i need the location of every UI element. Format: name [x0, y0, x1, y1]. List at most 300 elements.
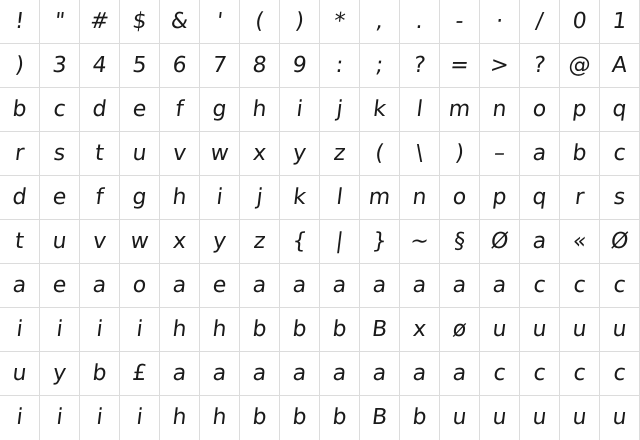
glyph-character: a [171, 272, 188, 298]
glyph-character: a [451, 360, 468, 386]
glyph-cell [40, 0, 80, 44]
glyph-cell [440, 44, 480, 88]
glyph-cell [80, 132, 120, 176]
glyph-character: b [251, 405, 269, 430]
glyph-cell [240, 176, 280, 220]
glyph-cell [520, 220, 560, 264]
glyph-cell [440, 88, 480, 132]
glyph-cell [0, 396, 40, 440]
glyph-character: i [214, 184, 225, 210]
glyph-cell [40, 352, 80, 396]
glyph-cell [80, 308, 120, 352]
glyph-character: ~ [408, 228, 431, 254]
glyph-cell [400, 220, 440, 264]
glyph-cell [240, 396, 280, 440]
glyph-character: { [291, 228, 309, 254]
glyph-cell [560, 396, 600, 440]
glyph-cell [600, 0, 640, 44]
glyph-cell [120, 396, 160, 440]
glyph-character: h [171, 316, 189, 342]
glyph-character: ( [253, 8, 266, 34]
glyph-character: @ [567, 52, 593, 78]
glyph-cell [280, 308, 320, 352]
glyph-cell [560, 352, 600, 396]
glyph-cell [480, 44, 520, 88]
glyph-cell [40, 132, 80, 176]
glyph-cell [80, 220, 120, 264]
glyph-cell [0, 220, 40, 264]
glyph-character: , [374, 8, 385, 34]
glyph-cell [600, 132, 640, 176]
glyph-cell [200, 352, 240, 396]
glyph-character: c [531, 360, 548, 386]
glyph-cell [600, 220, 640, 264]
glyph-character: h [171, 184, 189, 210]
glyph-character: r [13, 140, 26, 166]
glyph-character: ; [374, 52, 385, 78]
glyph-cell [320, 396, 360, 440]
glyph-character: c [611, 140, 628, 166]
glyph-cell [120, 220, 160, 264]
glyph-cell [480, 264, 520, 308]
glyph-character: 7 [211, 52, 229, 78]
glyph-character: c [611, 272, 628, 298]
glyph-cell [0, 0, 40, 44]
glyph-cell [560, 132, 600, 176]
glyph-cell [440, 0, 480, 44]
glyph-cell [160, 88, 200, 132]
glyph-character: e [211, 272, 228, 298]
glyph-character: B [370, 316, 389, 342]
glyph-character: c [571, 360, 588, 386]
glyph-cell [120, 352, 160, 396]
glyph-cell [40, 176, 80, 220]
glyph-character: u [11, 360, 29, 386]
glyph-cell [440, 308, 480, 352]
glyph-character: x [411, 316, 428, 342]
glyph-cell [440, 176, 480, 220]
glyph-character: i [14, 405, 25, 430]
glyph-character: 1 [611, 8, 629, 34]
glyph-cell [480, 132, 520, 176]
glyph-cell [320, 0, 360, 44]
glyph-character: g [211, 96, 229, 122]
glyph-character: $ [131, 8, 149, 34]
glyph-cell [480, 176, 520, 220]
glyph-cell [480, 308, 520, 352]
glyph-cell [240, 308, 280, 352]
glyph-cell [280, 132, 320, 176]
glyph-cell [360, 0, 400, 44]
glyph-character: ' [214, 8, 225, 34]
glyph-character: s [612, 184, 627, 210]
glyph-character: 5 [131, 52, 149, 78]
glyph-cell [400, 308, 440, 352]
glyph-character: f [174, 96, 185, 122]
glyph-character: ) [13, 52, 26, 78]
glyph-cell [600, 264, 640, 308]
glyph-character: a [251, 360, 268, 386]
glyph-character: h [251, 96, 269, 122]
glyph-character: ? [412, 52, 427, 78]
glyph-character: c [51, 96, 68, 122]
glyph-character: t [13, 228, 26, 254]
glyph-character: 3 [51, 52, 69, 78]
glyph-cell [400, 132, 440, 176]
glyph-character: . [414, 8, 425, 34]
glyph-character: c [611, 360, 628, 386]
glyph-character: u [611, 316, 629, 342]
glyph-character: b [91, 360, 109, 386]
glyph-cell [160, 264, 200, 308]
glyph-character: # [88, 8, 111, 34]
glyph-character: z [252, 228, 267, 254]
glyph-cell [0, 132, 40, 176]
glyph-character: p [491, 184, 509, 210]
glyph-character: d [91, 96, 109, 122]
glyph-character: p [571, 96, 589, 122]
glyph-character: u [611, 405, 629, 430]
glyph-character: a [411, 360, 428, 386]
glyph-cell [40, 44, 80, 88]
glyph-cell [560, 176, 600, 220]
glyph-character: t [93, 140, 106, 166]
glyph-cell [0, 88, 40, 132]
glyph-cell [360, 264, 400, 308]
glyph-cell [200, 44, 240, 88]
glyph-cell [120, 88, 160, 132]
glyph-cell [80, 44, 120, 88]
glyph-character: w [209, 140, 231, 166]
glyph-character: u [451, 405, 469, 430]
glyph-character: w [129, 228, 151, 254]
glyph-cell [480, 220, 520, 264]
glyph-cell [560, 264, 600, 308]
glyph-cell [120, 264, 160, 308]
glyph-character: Ø [609, 228, 630, 254]
glyph-character: h [211, 316, 229, 342]
glyph-cell [360, 396, 400, 440]
glyph-cell [520, 396, 560, 440]
glyph-cell [360, 88, 400, 132]
glyph-cell [160, 396, 200, 440]
glyph-cell [160, 176, 200, 220]
glyph-cell [0, 176, 40, 220]
glyph-character: e [51, 184, 68, 210]
glyph-character: i [134, 316, 145, 342]
glyph-character: b [11, 96, 29, 122]
glyph-cell [200, 220, 240, 264]
glyph-cell [120, 176, 160, 220]
glyph-character: a [291, 272, 308, 298]
glyph-cell [600, 176, 640, 220]
glyph-cell [40, 396, 80, 440]
glyph-character: b [331, 316, 349, 342]
glyph-character: : [334, 52, 345, 78]
glyph-character: a [491, 272, 508, 298]
glyph-character: a [371, 360, 388, 386]
glyph-character: c [491, 360, 508, 386]
glyph-character: i [94, 405, 105, 430]
glyph-character: i [14, 316, 25, 342]
glyph-cell [560, 88, 600, 132]
glyph-character: a [371, 272, 388, 298]
glyph-character: ( [373, 140, 386, 166]
glyph-character: o [451, 184, 468, 210]
glyph-cell [320, 220, 360, 264]
glyph-cell [160, 44, 200, 88]
glyph-character: d [11, 184, 29, 210]
glyph-character: & [169, 8, 190, 34]
glyph-character: > [488, 52, 511, 78]
glyph-character: g [131, 184, 149, 210]
glyph-character: c [531, 272, 548, 298]
glyph-character: 9 [291, 52, 309, 78]
glyph-cell [80, 352, 120, 396]
glyph-cell [360, 44, 400, 88]
glyph-character: b [571, 140, 589, 166]
glyph-character: u [491, 316, 509, 342]
glyph-character: j [254, 184, 265, 210]
glyph-character: u [531, 405, 549, 430]
glyph-character: u [491, 405, 509, 430]
glyph-cell [40, 88, 80, 132]
glyph-character: Ø [489, 228, 510, 254]
glyph-cell [600, 396, 640, 440]
glyph-character: a [331, 360, 348, 386]
glyph-cell [440, 132, 480, 176]
glyph-cell [120, 0, 160, 44]
glyph-character: \ [414, 140, 425, 166]
glyph-cell [240, 352, 280, 396]
glyph-cell [320, 176, 360, 220]
glyph-cell [160, 308, 200, 352]
glyph-character: a [411, 272, 428, 298]
glyph-character: o [131, 272, 148, 298]
glyph-cell [560, 220, 600, 264]
glyph-cell [240, 264, 280, 308]
glyph-character: a [91, 272, 108, 298]
glyph-character: a [531, 228, 548, 254]
glyph-character: ? [532, 52, 547, 78]
glyph-character: j [334, 96, 345, 122]
glyph-character: a [251, 272, 268, 298]
glyph-cell [280, 220, 320, 264]
glyph-character: l [414, 96, 425, 122]
glyph-cell [280, 352, 320, 396]
glyph-cell [160, 220, 200, 264]
glyph-cell [600, 308, 640, 352]
glyph-cell [360, 220, 400, 264]
glyph-cell [400, 264, 440, 308]
glyph-cell [480, 352, 520, 396]
glyph-cell [400, 44, 440, 88]
glyph-character: b [331, 405, 349, 430]
glyph-character: h [171, 405, 189, 430]
glyph-character: – [492, 140, 507, 166]
glyph-character: * [332, 8, 347, 34]
glyph-character: ) [453, 140, 466, 166]
glyph-character: b [251, 316, 269, 342]
glyph-cell [200, 396, 240, 440]
glyph-cell [320, 44, 360, 88]
glyph-character: u [131, 140, 149, 166]
glyph-cell [240, 220, 280, 264]
glyph-character: b [291, 316, 309, 342]
glyph-character: y [51, 360, 68, 386]
glyph-character: y [211, 228, 228, 254]
glyph-character: v [171, 140, 188, 166]
glyph-cell [360, 132, 400, 176]
glyph-cell [280, 176, 320, 220]
glyph-cell [280, 396, 320, 440]
glyph-character: 0 [571, 8, 589, 34]
glyph-character: e [131, 96, 148, 122]
glyph-character: ! [13, 8, 26, 34]
glyph-character: y [291, 140, 308, 166]
glyph-cell [0, 264, 40, 308]
glyph-cell [240, 132, 280, 176]
glyph-character: i [94, 316, 105, 342]
glyph-cell [520, 352, 560, 396]
glyph-cell [520, 88, 560, 132]
glyph-character: i [134, 405, 145, 430]
glyph-cell [200, 0, 240, 44]
glyph-cell [320, 264, 360, 308]
glyph-character: A [610, 52, 629, 78]
glyph-character: 8 [251, 52, 269, 78]
glyph-character: a [211, 360, 228, 386]
glyph-cell [520, 176, 560, 220]
glyph-character: b [291, 405, 309, 430]
glyph-cell [200, 264, 240, 308]
glyph-cell [600, 352, 640, 396]
glyph-cell [160, 132, 200, 176]
glyph-character: i [54, 405, 65, 430]
glyph-character: 4 [91, 52, 109, 78]
glyph-character: n [491, 96, 509, 122]
glyph-cell [320, 308, 360, 352]
glyph-character: n [411, 184, 429, 210]
glyph-cell [440, 264, 480, 308]
glyph-cell [120, 308, 160, 352]
glyph-character: m [447, 96, 472, 122]
glyph-cell [560, 44, 600, 88]
glyph-cell [40, 308, 80, 352]
glyph-cell [400, 88, 440, 132]
glyph-cell [200, 88, 240, 132]
glyph-cell [280, 44, 320, 88]
glyph-character: B [370, 405, 389, 430]
glyph-cell [80, 0, 120, 44]
glyph-character: x [251, 140, 268, 166]
glyph-character: x [171, 228, 188, 254]
glyph-character: a [331, 272, 348, 298]
glyph-character: r [573, 184, 586, 210]
glyph-character: l [334, 184, 345, 210]
glyph-cell [320, 352, 360, 396]
glyph-cell [520, 264, 560, 308]
glyph-cell [120, 132, 160, 176]
glyph-character: i [294, 96, 305, 122]
glyph-character: s [52, 140, 67, 166]
glyph-character: k [291, 184, 308, 210]
glyph-character: u [571, 316, 589, 342]
glyph-cell [80, 396, 120, 440]
glyph-cell [320, 132, 360, 176]
glyph-character: u [571, 405, 589, 430]
glyph-character: = [448, 52, 471, 78]
glyph-character: a [171, 360, 188, 386]
glyph-cell [120, 44, 160, 88]
glyph-character: i [54, 316, 65, 342]
glyph-character: ) [293, 8, 306, 34]
glyph-cell [360, 352, 400, 396]
glyph-cell [0, 308, 40, 352]
glyph-character: a [11, 272, 28, 298]
glyph-character: " [52, 8, 67, 34]
glyph-character: £ [131, 360, 149, 386]
glyph-cell [520, 0, 560, 44]
glyph-character: e [51, 272, 68, 298]
glyph-character: k [371, 96, 388, 122]
glyph-cell [40, 220, 80, 264]
glyph-cell [480, 88, 520, 132]
glyph-character: « [571, 228, 588, 254]
glyph-cell [560, 308, 600, 352]
glyph-character: a [291, 360, 308, 386]
glyph-character: u [531, 316, 549, 342]
glyph-cell [200, 176, 240, 220]
glyph-character: f [94, 184, 105, 210]
glyph-character: 6 [171, 52, 189, 78]
glyph-cell [280, 88, 320, 132]
glyph-cell [320, 88, 360, 132]
glyph-cell [80, 264, 120, 308]
glyph-cell [440, 352, 480, 396]
glyph-character: h [211, 405, 229, 430]
glyph-cell [280, 264, 320, 308]
glyph-character: b [411, 405, 429, 430]
glyph-cell [600, 44, 640, 88]
glyph-character: u [51, 228, 69, 254]
glyph-cell [440, 396, 480, 440]
glyph-cell [560, 0, 600, 44]
glyph-cell [280, 0, 320, 44]
glyph-character: - [454, 8, 466, 34]
glyph-character: · [494, 8, 505, 34]
glyph-character: o [531, 96, 548, 122]
glyph-character: a [531, 140, 548, 166]
glyph-cell [360, 176, 400, 220]
glyph-character: ø [451, 316, 468, 342]
glyph-character: § [452, 228, 467, 254]
glyph-character: m [367, 184, 392, 210]
glyph-cell [480, 396, 520, 440]
glyph-cell [440, 220, 480, 264]
glyph-cell [400, 396, 440, 440]
glyph-cell [240, 44, 280, 88]
glyph-character: c [571, 272, 588, 298]
glyph-cell [400, 0, 440, 44]
glyph-cell [480, 0, 520, 44]
glyph-cell [160, 352, 200, 396]
glyph-cell [520, 308, 560, 352]
glyph-character: a [451, 272, 468, 298]
glyph-character: q [531, 184, 549, 210]
glyph-cell [600, 88, 640, 132]
glyph-cell [520, 132, 560, 176]
